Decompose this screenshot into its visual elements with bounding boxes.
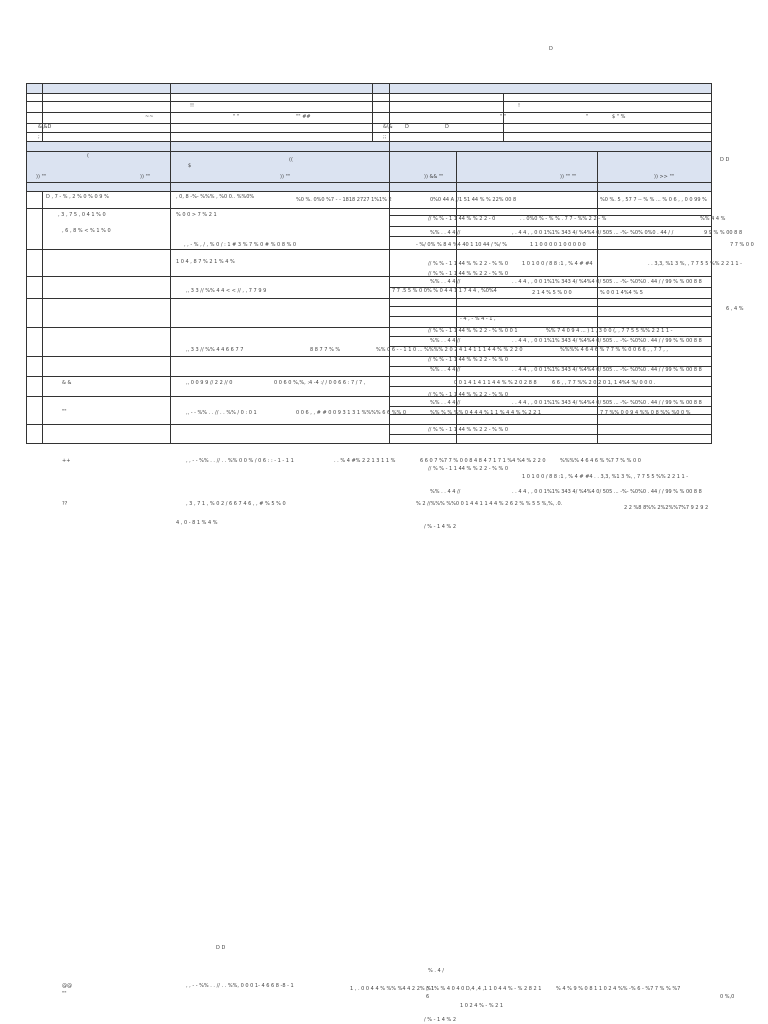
footer-top: % . 4 / [428,968,444,974]
cell-b: , , - - %% . . // . . %% 0 0 % / 0 6 : : - 1 - 1 1 [186,458,294,464]
header-cell: "" ## [296,114,311,120]
cell-b: , 0, 8 -%- %%% , %0 0.. %%0% [176,194,255,200]
cell-a: "" [62,409,67,415]
cell-b: % 0 0 > 7 % 2 1 [176,212,217,218]
cell-c: 0 0 6 0 %,%, :4 -4 :/ / 0 0 6 6 : 7 / 7 , [274,380,366,386]
rule [26,298,712,299]
rule [26,424,712,425]
cell-e: 9 9 % % 00 8 8 [704,230,743,236]
repeat-line: // % % - 1 1 44 % % 2 2 - % % 0 [428,466,509,472]
rule [26,249,712,250]
cell-e: %%%% 4 6 4 6 % 7 7 % % 0 0 6 6 , , 7 7 , , [560,347,668,353]
footer-cell: 1 , . 0 0 4 4 % %% %4 4 2 2% %1 [350,986,435,992]
col-rule [711,191,712,443]
rule [26,93,712,94]
footer-cell: // 1% % 4 0 4 0 D,4 ,4 ,1 1 0 4 4 % - % 2 8 2 1 [426,986,542,992]
repeat-line: %% . . 4 4 // [430,367,461,373]
col-rule [170,191,171,443]
cell-b: 4 , 0 - 8 1 % 4 % [176,520,218,526]
rule [26,376,712,377]
header-cell: ;; [383,134,387,140]
cell-d: 6 6 0 7 %7 7 % 0 0 8 4 8 4 7 1 7 1 %4 %4 % 2 2 0 [420,458,546,464]
repeat-line: . . 4 4 , , 0 0 1%1% 343 4/ %4%4 0/ 505 ... -%- %0%0 . 44 / / 99 % % 00 8 8 [512,338,702,344]
rule [26,208,712,209]
cell-c: // % % - 1 1 44 % % 2 2 - 0 [428,216,496,222]
cell-a: , 3 , 7 5 , 0 4 1 % 0 [58,212,106,218]
cell-c: 7 7 .5 5 % 0 0% % 0 4 4 1 1 7 4 4 , %0%4 [392,288,497,294]
header-cell: ! [518,103,521,109]
rule [26,356,712,357]
cell-e: 7 7 % 0 0 [730,242,754,248]
cell-a: & & [62,380,72,386]
cell-e: 6 , 4 % [726,306,744,312]
repeat-line: . . 4 4 , , 0 0 1%1% 343 4/ %4%4 0/ 505 ... -%- %0%0 . 44 / / 99 % % 00 8 8 [512,400,702,406]
repeat-line: %% . . 4 4 // [430,400,461,406]
rule [26,83,712,84]
cell-d: , . 4 4 , , 0 0 1%1% 343 4/ %4%4 0/ 505 ... -%- %0% 0%0 . 44 / / [512,230,674,236]
cell-a: 1 0 4 , 8 7 % 2 1 % 4 % [176,259,235,265]
footer-cell: , , - - %% . . // . . %%, 0 0 0 1- 4 6 6 8 -8 - 1 [186,983,294,989]
repeat-line: . . 4 4 , , 0 0 1%1% 343 4/ %4%4 0/ 505 ... -%- %0%0 . 44 / / 99 % % 00 8 8 [512,489,702,495]
cell-c: 8 8 7 7 % % [310,347,341,353]
footer-cell: 0 %,0 [720,994,735,1000]
footer-cell: "" [62,991,67,997]
cell-d: 0 0 1 4 1 4 1 1 4 4 % % 2 0 2 8 8 [454,380,537,386]
header-band-mid [26,142,712,151]
rule [389,306,711,307]
cell-e: 7 7 %% 0 0 9 4 %% 0 8 %% %0 0 % [600,410,691,416]
cell-e: 6 6 , , 7 7 %% 2 0 2 0 1, 1 4%4 %/ 0 0 0 . [552,380,656,386]
rule [389,236,711,237]
rule [26,132,712,133]
footer-mark: D D [216,945,226,951]
header-cell: !! [190,103,195,109]
col-rule [42,83,43,141]
cell-c: / % - 1 4 % 2 [424,524,457,530]
cell-b: , 3 , 7 1 , % 0 2 / 6 6 7 4 6 , , # % 5 % 0 [186,501,286,507]
rule [389,406,711,407]
col-rule [42,191,43,443]
cell-b: ,, - - %% . . // . . %% / 0 : 0 1 [186,410,257,416]
repeat-line: . . 4 4 , , 0 0 1%1% 343 4/ %4%4 0/ 505 ... -%- %0%0 . 44 / / 99 % % 00 8 8 [512,367,702,373]
cell-c: %0 %. 0%0 %7 - - 1818 2727 1%1% 2 [296,197,392,203]
repeat-line: %% . . 4 4 // [430,279,461,285]
repeat-line: // % % - 1 1 44 % % 2 2 - % % 0 [428,427,509,433]
cell-d: . . 0%0 % - % % . 7 7 - %% 2 2 - % [520,216,607,222]
column-label: (( [289,157,293,163]
footer-bottom: / % - 1 4 % 2 [424,1017,457,1023]
column-label: )) "" "" [560,174,577,180]
cell-c: // % % - 1 1 44 % % 2 2 - % % 0 [428,261,509,267]
footer-cell: @@ [62,983,72,989]
header-cell: " " [233,114,240,120]
column-label: D D [720,157,730,163]
cell-a: D , 7 - % , 2 % 0 % 0 9 % [46,194,109,200]
cell-d: 1 1 0 0 0 0 1 0 0 0 0 0 [530,242,586,248]
rule [26,191,712,192]
cell-d: 0%0 44 A //1 51 44 % % 22% 00 8 [430,197,517,203]
rule [26,396,712,397]
col-rule [170,83,171,191]
header-cell: D [405,124,409,130]
column-label: )) "" [140,174,151,180]
col-rule [26,83,27,191]
cell-c: - 4 , - % 4 - 1 , [460,316,496,322]
column-label: )) "" [280,174,291,180]
rule [26,123,712,124]
cell-d: 2 1 4 % 5 % 0 0 [532,290,572,296]
cell-b: ,, 3 3 // %% 4 4 < < // , , 7 7 9 9 [186,288,267,294]
col-rule [597,151,598,191]
cell-a: ++ [62,458,71,464]
cell-c: // % % - 1 1 44 % % 2 2 - % % 0 0 1 [428,328,518,334]
rule [389,434,711,435]
header-cell: " " [500,114,507,120]
cell-d: %% % % %% 0 4 4 4 % 1 1 % 4 4 % % 2 2 1 [430,410,542,416]
cell-b: ,, 0 0 9 9 // 2 2 // 0 [186,380,233,386]
rule [26,443,712,444]
repeat-line: // % % - 1 1 44 % % 2 2 - % % 0 [428,357,509,363]
cell-e: %% 4 4 % [700,216,726,222]
repeat-line: // % % - 1 1 44 % % 2 2 - % % 0 [428,392,509,398]
rule [26,112,712,113]
header-cell: " [586,114,589,120]
cell-c: - %/ 0% % 8 4 %4 40 1 10 44 / %/ % [416,242,508,248]
header-band-low [26,183,712,191]
column-label: $ [188,163,192,169]
rule [389,226,711,227]
rule [26,276,712,277]
cell-b: ,, 3 3 // %% 4 4 6 6 7 7 [186,347,244,353]
header-cell: ~~ [145,114,154,120]
cell-a: , 6 , 8 % < % 1 % 0 [62,228,111,234]
col-rule [372,83,373,141]
header-cell: &\& [383,124,393,130]
header-cell: $ " % [612,114,626,120]
rule [389,316,711,317]
rule [26,101,712,102]
repeat-line: . . 4 4 , , 0 0 1%1% 343 4/ %4%4 0/ 505 ... -%- %0%0 . 44 / / 99 % % 00 8 8 [512,279,702,285]
cell-b: , , - % , / , % 0 / : 1 # 3 % 7 % 0 # % 0 8 % 0 [184,242,297,248]
repeat-line: %% . . 4 4 // [430,338,461,344]
header-cell: &\&D [38,124,52,130]
cell-d: %% 0 6 - - 1 1 0 ... %%%% 2 0 2 4 1 4 1 1 1 4 4 % % 2 2 0 [376,347,523,353]
col-rule [711,83,712,191]
header-band-top [26,84,712,93]
column-label: )) >> "" [654,174,675,180]
col-rule [456,151,457,191]
header-cell: D [445,124,449,130]
cell-c: 0 0 6 , , # # 0 0 9 3 1 3 1 %%%% 6 6 %% 0 [296,410,407,416]
repeat-line: // % % - 1 1 44 % % 2 2 - % % 0 [428,271,509,277]
cell-a: ?? [62,501,68,507]
cell-c: %% . . 4 4 // [430,230,461,236]
column-label: )) && "" [424,174,444,180]
cell-d: %% 7 4 0 9 4 ... ) 1 , 3 0 0 (, , 7 7 5 5 %% 2 2 1 1 - [546,328,673,334]
header-cell: ; [38,134,40,140]
rule [389,386,711,387]
col-rule [389,83,390,191]
cell-c: % 2 //%%% %%0 0 1 4 4 1 1 4 4 % 2 6 2 % % 5 5 %,%, .0. [416,501,563,507]
column-label: ( [87,153,89,159]
page-top-mark: D [549,46,553,52]
cell-e: . . 3,3, %1 3 %, , 7 7 5 5 %% 2 2 1 1 - [648,261,742,267]
cell-e: 2 2 %8 8%% 2%2%%7%7 9 2 9 2 [624,505,709,511]
repeat-line: %% . . 4 4 // [430,489,461,495]
footer-mid: 1 0 2 4 % - % 2 1 [460,1003,504,1009]
rule [389,336,711,337]
cell-e: % 0 0 1 4%4 % 5 [600,290,643,296]
column-label: )) "" [36,174,47,180]
cell-e: %%%% 4 6 4 6 % %7 7 % % 0 0 [560,458,641,464]
cell-e: %0 %. 5 , 57 7 -- % % ... % 0 6 , , 0 0 99 % [600,197,707,203]
header-band-cols [26,152,712,182]
footer-cell: 6 [426,994,430,1000]
col-rule [26,191,27,443]
cell-c: . . % 4 #% 2 2 1 3 1 1 % [334,458,396,464]
footer-cell: % 4 % 9 % 0 8 1 1 0 2 4 %% -% 6 - %7 7 % % %7 [556,986,681,992]
cell-d: 1 0 1 0 0 / 8 8 :1 , % 4 # #4 [522,261,593,267]
repeat-line: 1 0 1 0 0 / 8 8 :1 , % 4 # #4 . . 3,3, %1 3 %, , 7 7 5 5 %% 2 2 1 1 - [522,474,689,480]
